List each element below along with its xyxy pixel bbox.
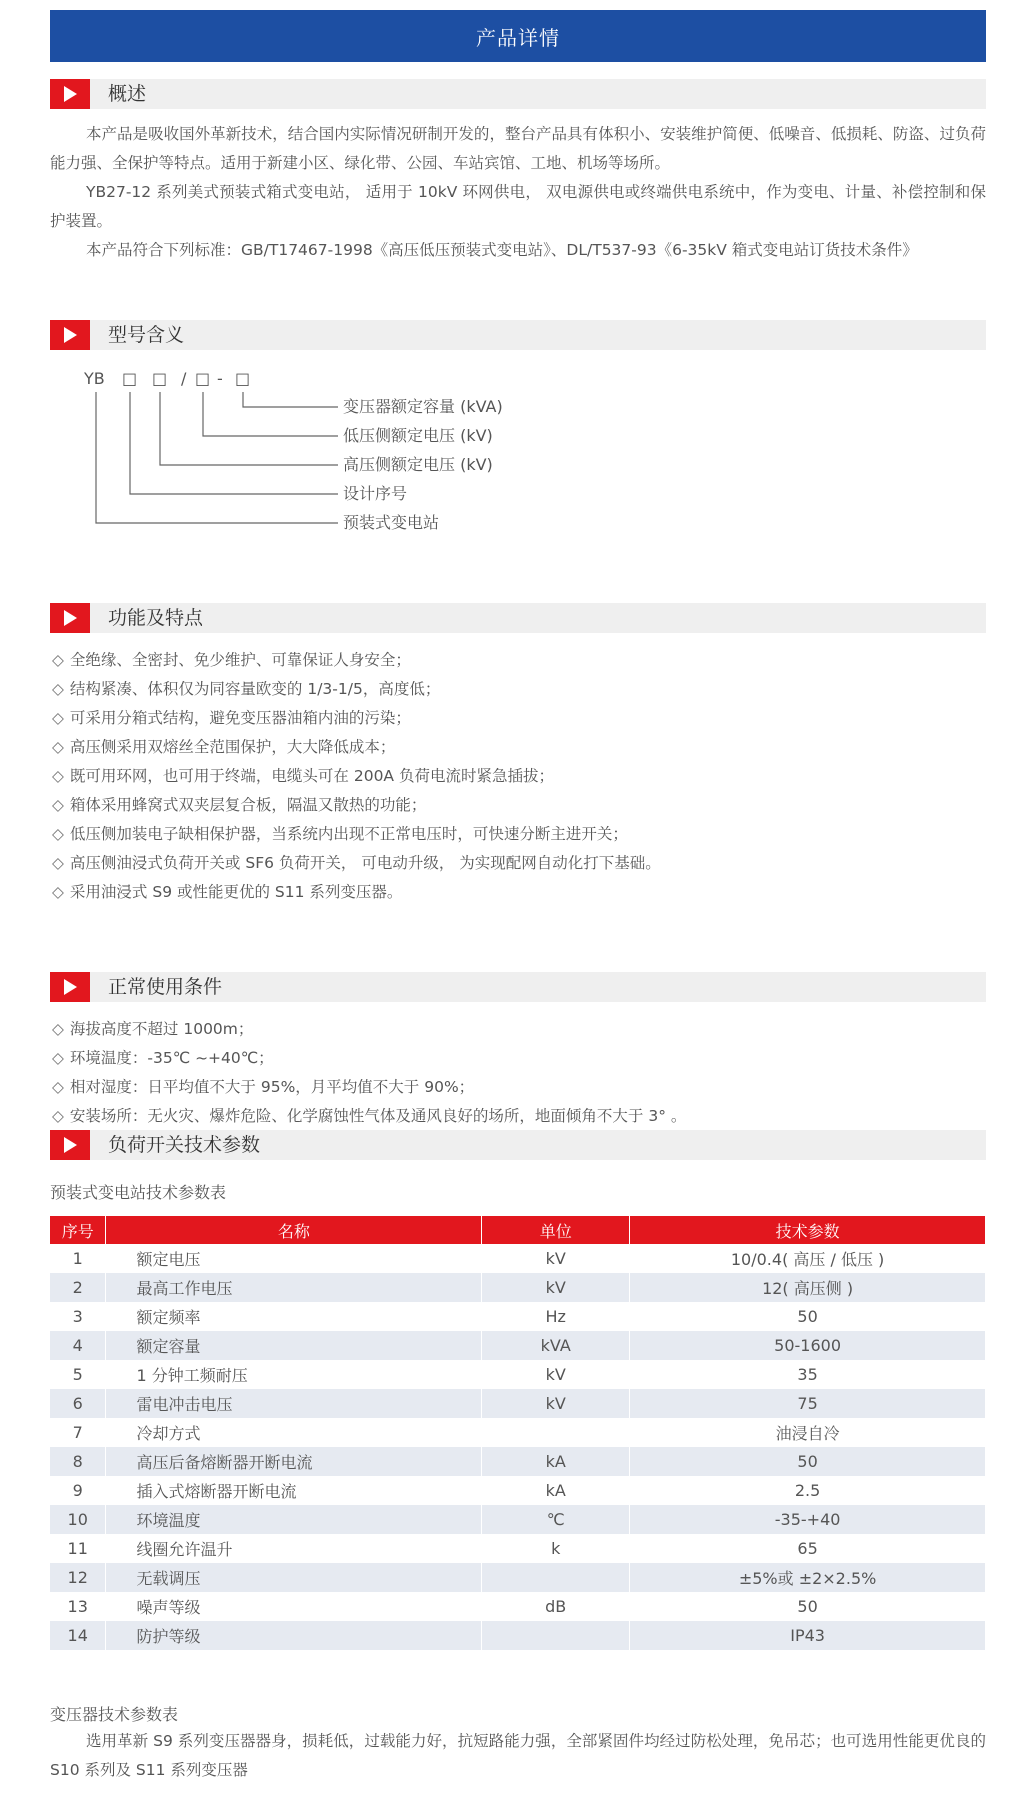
model-diagram-lines: [0, 0, 1033, 560]
cell-index: 5: [50, 1360, 106, 1389]
cell-unit: kV: [482, 1244, 630, 1273]
list-item-text: 环境温度：-35℃ ~+40℃；: [69, 1049, 274, 1067]
model-label: 设计序号: [343, 484, 408, 503]
cell-index: 7: [50, 1418, 106, 1447]
cell-value: 75: [630, 1389, 986, 1418]
table-row: [50, 1534, 986, 1563]
diamond-icon: ◇: [52, 651, 64, 669]
cell-value: 50: [630, 1302, 986, 1331]
section-header-conditions: [50, 972, 986, 1002]
section-header-features: [50, 603, 986, 633]
play-icon: [50, 603, 90, 633]
transformer-caption: 变压器技术参数表: [50, 1705, 179, 1724]
diamond-icon: ◇: [52, 854, 64, 872]
list-item: [52, 791, 661, 820]
cell-unit: ℃: [482, 1505, 630, 1534]
list-item: [52, 1102, 686, 1131]
cell-value: 50: [630, 1447, 986, 1476]
list-item: [52, 1044, 686, 1073]
list-item-text: 全绝缘、全密封、免少维护、可靠保证人身安全；: [69, 651, 411, 669]
list-item-text: 低压侧加装电子缺相保护器，当系统内出现不正常电压时，可快速分断主进开关；: [69, 825, 628, 843]
list-item-text: 高压侧油浸式负荷开关或 SF6 负荷开关， 可电动升级， 为实现配网自动化打下基础。: [69, 854, 661, 872]
code-box: □: [152, 369, 168, 388]
section-title: 型号含义: [108, 324, 185, 346]
cell-name: 额定频率: [106, 1302, 482, 1331]
model-prefix: YB: [84, 369, 105, 388]
cell-name: 噪声等级: [106, 1592, 482, 1621]
cell-value: 65: [630, 1534, 986, 1563]
paragraph: 选用革新 S9 系列变压器器身，损耗低，过载能力好，抗短路能力强，全部紧固件均经过防松处理，免吊芯；也可选用性能更优良的 S10 系列及 S11 系列变压器: [50, 1732, 986, 1779]
cell-index: 14: [50, 1621, 106, 1650]
cell-name: 插入式熔断器开断电流: [106, 1476, 482, 1505]
cell-value: 50-1600: [630, 1331, 986, 1360]
diamond-icon: ◇: [52, 1049, 64, 1067]
cell-unit: kV: [482, 1389, 630, 1418]
table-row: [50, 1621, 986, 1650]
list-item-text: 箱体采用蜂窝式双夹层复合板，隔温又散热的功能；: [69, 796, 427, 814]
table-row: [50, 1418, 986, 1447]
cell-unit: k: [482, 1534, 630, 1563]
table-row: [50, 1244, 986, 1273]
section-title: 功能及特点: [108, 607, 204, 629]
model-label: 高压侧额定电压 (kV): [343, 455, 493, 474]
code-box: □: [235, 369, 251, 388]
cell-index: 2: [50, 1273, 106, 1302]
cell-unit: [482, 1418, 630, 1447]
paragraph: 本产品符合下列标准：GB/T17467-1998《高压低压预装式变电站》、DL/T537-93《6-35kV 箱式变电站订货技术条件》: [86, 241, 918, 259]
cell-value: IP43: [630, 1621, 986, 1650]
list-item: [52, 1015, 686, 1044]
cell-name: 环境温度: [106, 1505, 482, 1534]
cell-name: 高压后备熔断器开断电流: [106, 1447, 482, 1476]
list-item-text: 既可用环网，也可用于终端，电缆头可在 200A 负荷电流时紧急插拔；: [69, 767, 554, 785]
model-label: 预装式变电站: [343, 513, 440, 532]
section-title: 概述: [108, 83, 147, 105]
transformer-text: [50, 1727, 986, 1785]
table-row: [50, 1360, 986, 1389]
params-table: [50, 1216, 986, 1650]
list-item: [52, 733, 661, 762]
model-label: 低压侧额定电压 (kV): [343, 426, 493, 445]
list-item-text: 海拔高度不超过 1000m；: [69, 1020, 254, 1038]
table-row: [50, 1302, 986, 1331]
diamond-icon: ◇: [52, 796, 64, 814]
diamond-icon: ◇: [52, 1078, 64, 1096]
diamond-icon: ◇: [52, 1107, 64, 1125]
cell-index: 10: [50, 1505, 106, 1534]
table-row: [50, 1273, 986, 1302]
cell-unit: [482, 1621, 630, 1650]
table-header-row: [50, 1216, 986, 1244]
code-box: □: [122, 369, 138, 388]
list-item: [52, 646, 661, 675]
cell-value: 10/0.4( 高压 / 低压 ): [630, 1244, 986, 1273]
table-row: [50, 1505, 986, 1534]
cell-name: 雷电冲击电压: [106, 1389, 482, 1418]
cell-name: 防护等级: [106, 1621, 482, 1650]
play-icon: [50, 972, 90, 1002]
conditions-list: [52, 1015, 686, 1131]
cell-value: 50: [630, 1592, 986, 1621]
paragraph: 本产品是吸收国外革新技术，结合国内实际情况研制开发的，整台产品具有体积小、安装维护简便、低噪音、低损耗、防盗、过负荷能力强、全保护等特点。适用于新建小区、绿化带、公园、车站宾馆、工地、机场等场所。: [50, 125, 986, 172]
code-box: □: [195, 369, 211, 388]
cell-index: 3: [50, 1302, 106, 1331]
list-item: [52, 820, 661, 849]
list-item-text: 高压侧采用双熔丝全范围保护，大大降低成本；: [69, 738, 396, 756]
cell-unit: kA: [482, 1447, 630, 1476]
cell-unit: dB: [482, 1592, 630, 1621]
section-title: 正常使用条件: [108, 976, 223, 998]
list-item-text: 采用油浸式 S9 或性能更优的 S11 系列变压器。: [69, 883, 403, 901]
cell-name: 额定电压: [106, 1244, 482, 1273]
list-item: [52, 762, 661, 791]
cell-value: ±5%或 ±2×2.5%: [630, 1563, 986, 1592]
header-name: 名称: [106, 1216, 482, 1244]
page-title: 产品详情: [476, 25, 560, 50]
list-item: [52, 704, 661, 733]
header-index: 序号: [50, 1216, 106, 1244]
code-slash: /: [181, 369, 187, 388]
list-item-text: 相对湿度：日平均值不大于 95%，月平均值不大于 90%；: [69, 1078, 475, 1096]
cell-unit: kVA: [482, 1331, 630, 1360]
diamond-icon: ◇: [52, 709, 64, 727]
cell-value: 油浸自冷: [630, 1418, 986, 1447]
header-unit: 单位: [482, 1216, 630, 1244]
paragraph: YB27-12 系列美式预装式箱式变电站， 适用于 10kV 环网供电， 双电源供电或终端供电系统中，作为变电、计量、补偿控制和保护装置。: [50, 183, 986, 230]
table-caption: 预装式变电站技术参数表: [50, 1183, 227, 1202]
cell-name: 无载调压: [106, 1563, 482, 1592]
cell-unit: kV: [482, 1360, 630, 1389]
model-label: 变压器额定容量 (kVA): [343, 397, 503, 416]
diamond-icon: ◇: [52, 767, 64, 785]
cell-unit: kV: [482, 1273, 630, 1302]
diamond-icon: ◇: [52, 883, 64, 901]
cell-index: 12: [50, 1563, 106, 1592]
table-row: [50, 1389, 986, 1418]
cell-value: 2.5: [630, 1476, 986, 1505]
table-row: [50, 1563, 986, 1592]
table-row: [50, 1476, 986, 1505]
list-item-text: 可采用分箱式结构，避免变压器油箱内油的污染；: [69, 709, 411, 727]
cell-unit: [482, 1563, 630, 1592]
cell-index: 13: [50, 1592, 106, 1621]
diamond-icon: ◇: [52, 1020, 64, 1038]
cell-unit: kA: [482, 1476, 630, 1505]
cell-index: 9: [50, 1476, 106, 1505]
cell-value: 12( 高压侧 ): [630, 1273, 986, 1302]
list-item: [52, 849, 661, 878]
cell-index: 1: [50, 1244, 106, 1273]
code-dash: -: [217, 369, 223, 388]
cell-index: 4: [50, 1331, 106, 1360]
cell-value: -35-+40: [630, 1505, 986, 1534]
cell-name: 冷却方式: [106, 1418, 482, 1447]
cell-index: 8: [50, 1447, 106, 1476]
section-header-params: [50, 1130, 986, 1160]
diamond-icon: ◇: [52, 680, 64, 698]
section-title: 负荷开关技术参数: [108, 1134, 261, 1156]
features-list: [52, 646, 661, 907]
header-value: 技术参数: [630, 1216, 986, 1244]
list-item: [52, 1073, 686, 1102]
list-item-text: 结构紧凑、体积仅为同容量欧变的 1/3-1/5，高度低；: [69, 680, 441, 698]
play-icon: [50, 1130, 90, 1160]
table-row: [50, 1447, 986, 1476]
list-item: [52, 878, 661, 907]
diamond-icon: ◇: [52, 825, 64, 843]
list-item-text: 安装场所：无火灾、爆炸危险、化学腐蚀性气体及通风良好的场所，地面倾角不大于 3° 。: [69, 1107, 687, 1125]
table-row: [50, 1331, 986, 1360]
cell-name: 额定容量: [106, 1331, 482, 1360]
diamond-icon: ◇: [52, 738, 64, 756]
cell-name: 最高工作电压: [106, 1273, 482, 1302]
table-row: [50, 1592, 986, 1621]
cell-name: 线圈允许温升: [106, 1534, 482, 1563]
cell-value: 35: [630, 1360, 986, 1389]
list-item: [52, 675, 661, 704]
cell-unit: Hz: [482, 1302, 630, 1331]
cell-index: 11: [50, 1534, 106, 1563]
cell-name: 1 分钟工频耐压: [106, 1360, 482, 1389]
cell-index: 6: [50, 1389, 106, 1418]
